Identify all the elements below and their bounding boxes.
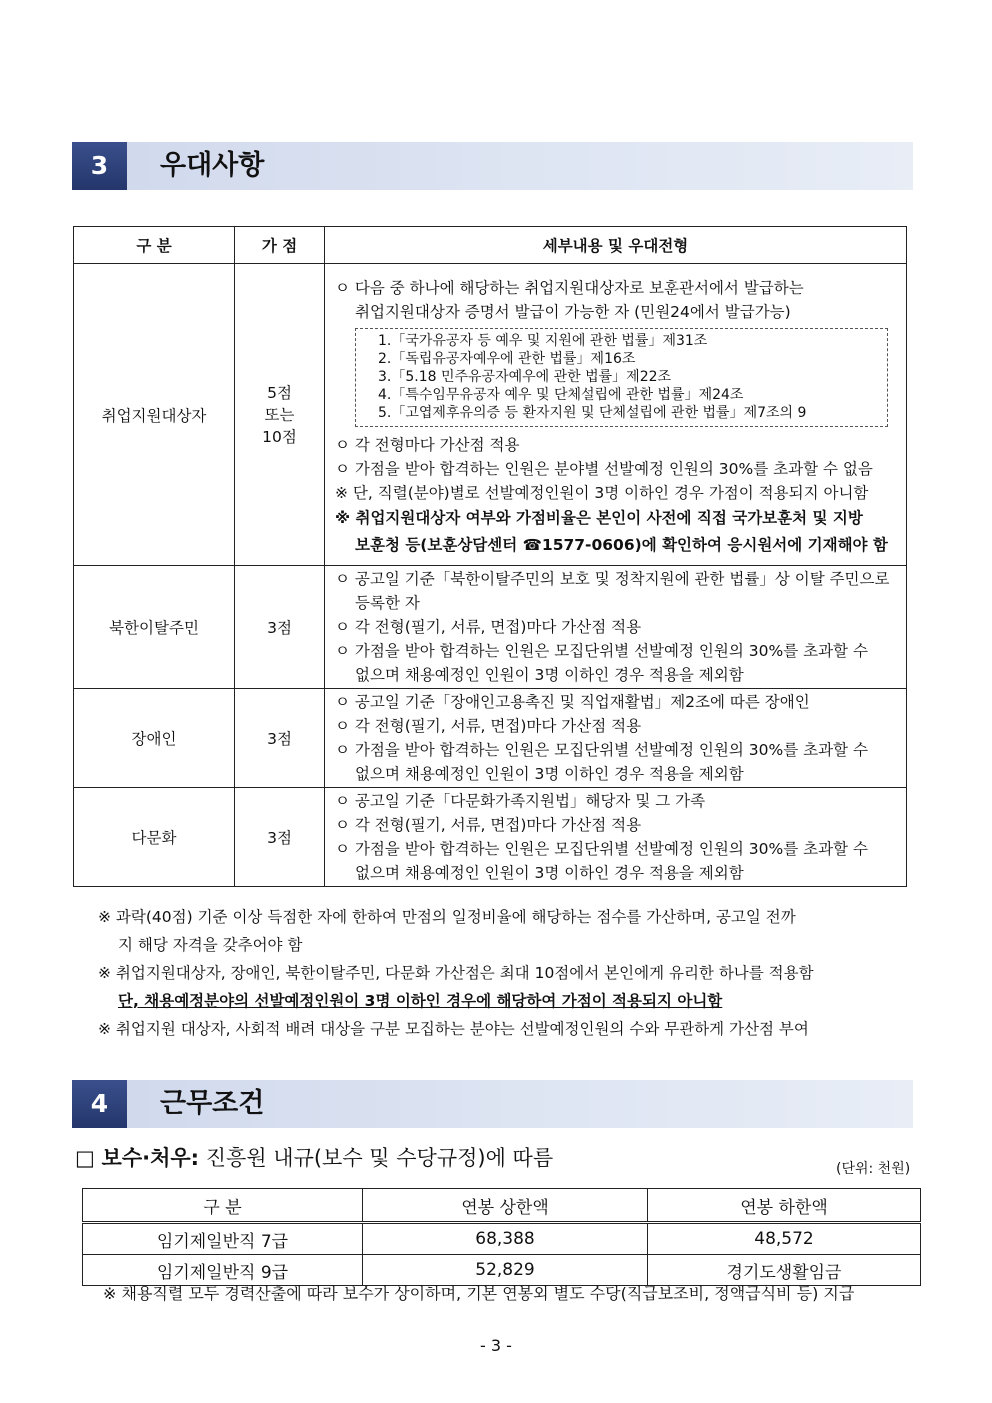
checkbox-square-icon: □ bbox=[75, 1146, 95, 1170]
law-item: 4.「특수임무유공자 예우 및 단체설립에 관한 법률」제24조 bbox=[378, 387, 744, 403]
details-cell bbox=[325, 566, 907, 689]
detail-line: 없으며 채용예정인 인원이 3명 이하인 경우 적용을 제외함 bbox=[355, 765, 744, 783]
details-cell bbox=[325, 689, 907, 788]
category-cell: 장애인 bbox=[74, 689, 235, 788]
detail-line: ㅇ 공고일 기준「장애인고용촉진 및 직업재활법」제2조에 따른 장애인 bbox=[335, 693, 810, 711]
detail-line: ㅇ 각 전형(필기, 서류, 면접)마다 가산점 적용 bbox=[335, 618, 642, 636]
detail-line: ㅇ 가점을 받아 합격하는 인원은 모집단위별 선발예정 인원의 30%를 초과할 수 bbox=[335, 840, 868, 858]
points-cell: 3점 bbox=[235, 566, 325, 689]
bold-note-line: 보훈청 등(보훈상담센터 ☎1577-0606)에 확인하여 응시원서에 기재해야 함 bbox=[355, 536, 888, 554]
points-line: 10점 bbox=[262, 427, 297, 446]
law-item: 5.「고엽제후유의증 등 환자지원 및 단체설립에 관한 법률」제7조의 9 bbox=[378, 405, 807, 421]
bold-note-line: ※ 취업지원대상자 여부와 가점비율은 본인이 사전에 직접 국가보훈처 및 지방 bbox=[335, 509, 863, 527]
detail-line: ㅇ 가점을 받아 합격하는 인원은 모집단위별 선발예정 인원의 30%를 초과할 수 bbox=[335, 642, 868, 660]
lower-cell: 48,572 bbox=[648, 1223, 921, 1255]
page-number: - 3 - bbox=[480, 1336, 512, 1355]
pay-heading bbox=[75, 1142, 553, 1172]
detail-line: ※ 단, 직렬(분야)별로 선발예정인원이 3명 이하인 경우 가점이 적용되지 아니함 bbox=[335, 484, 869, 502]
preference-table bbox=[73, 226, 907, 887]
table-row bbox=[74, 689, 907, 788]
header-category: 구 분 bbox=[83, 1189, 363, 1223]
table-header-row bbox=[83, 1189, 921, 1223]
points-cell bbox=[235, 264, 325, 566]
table-row bbox=[74, 566, 907, 689]
category-cell: 북한이탈주민 bbox=[74, 566, 235, 689]
table-row bbox=[83, 1223, 921, 1255]
note-line: ※ 취업지원대상자, 장애인, 북한이탈주민, 다문화 가산점은 최대 10점에서 본인에게 유리한 하나를 적용함 bbox=[98, 964, 814, 982]
details-cell bbox=[325, 788, 907, 887]
grade-cell: 임기제일반직 7급 bbox=[83, 1223, 363, 1255]
section-number: 4 bbox=[72, 1080, 127, 1128]
table-header-row bbox=[74, 227, 907, 264]
detail-line: ㅇ 공고일 기준「다문화가족지원법」해당자 및 그 가족 bbox=[335, 792, 706, 810]
detail-line: 등록한 자 bbox=[355, 594, 420, 612]
section-title: 근무조건 bbox=[160, 1088, 265, 1119]
category-cell: 다문화 bbox=[74, 788, 235, 887]
law-item: 1.「국가유공자 등 예우 및 지원에 관한 법률」제31조 bbox=[378, 333, 708, 349]
detail-line: ㅇ 각 전형(필기, 서류, 면접)마다 가산점 적용 bbox=[335, 717, 642, 735]
upper-cell: 68,388 bbox=[363, 1223, 648, 1255]
lower-cell: 경기도생활임금 bbox=[648, 1255, 921, 1286]
header-upper: 연봉 상한액 bbox=[363, 1189, 648, 1223]
details-cell bbox=[325, 264, 907, 566]
salary-table bbox=[82, 1188, 921, 1286]
detail-line: ㅇ 가점을 받아 합격하는 인원은 분야별 선발예정 인원의 30%를 초과할 수 없음 bbox=[335, 460, 873, 478]
points-cell: 3점 bbox=[235, 788, 325, 887]
detail-line: ㅇ 공고일 기준「북한이탈주민의 보호 및 정착지원에 관한 법률」상 이탈 주민으로 bbox=[335, 570, 890, 588]
section-number: 3 bbox=[72, 142, 127, 190]
salary-note: ※ 채용직렬 모두 경력산출에 따라 보수가 상이하며, 기본 연봉외 별도 수당(직급보조비, 정액급식비 등) 지급 bbox=[103, 1284, 855, 1303]
header-points: 가 점 bbox=[235, 227, 325, 264]
unit-label: (단위: 천원) bbox=[836, 1161, 911, 1177]
law-item: 3.「5.18 민주유공자예우에 관한 법률」제22조 bbox=[378, 369, 672, 385]
detail-line: ㅇ 각 전형(필기, 서류, 면접)마다 가산점 적용 bbox=[335, 816, 642, 834]
grade-cell: 임기제일반직 9급 bbox=[83, 1255, 363, 1286]
header-category: 구 분 bbox=[74, 227, 235, 264]
note-line: ※ 취업지원 대상자, 사회적 배려 대상을 구분 모집하는 분야는 선발예정인원의 수와 무관하게 가산점 부여 bbox=[98, 1020, 809, 1038]
points-cell: 3점 bbox=[235, 689, 325, 788]
section-3-header bbox=[72, 142, 913, 190]
detail-line: ㅇ 가점을 받아 합격하는 인원은 모집단위별 선발예정 인원의 30%를 초과할 수 bbox=[335, 741, 868, 759]
section-3-notes bbox=[98, 903, 928, 1043]
law-list-box bbox=[355, 328, 888, 427]
detail-line: ㅇ 각 전형마다 가산점 적용 bbox=[335, 436, 520, 454]
points-line: 또는 bbox=[264, 405, 295, 424]
pay-text: 진흥원 내규(보수 및 수당규정)에 따름 bbox=[205, 1146, 554, 1170]
section-title: 우대사항 bbox=[160, 150, 265, 181]
pay-label: 보수·처우: bbox=[101, 1146, 200, 1170]
header-lower: 연봉 하한액 bbox=[648, 1189, 921, 1223]
note-line: ※ 과락(40점) 기준 이상 득점한 자에 한하여 만점의 일정비율에 해당하는 점수를 가산하며, 공고일 전까 bbox=[98, 908, 796, 926]
underlined-note-line: 단, 채용예정분야의 선발예정인원이 3명 이하인 경우에 해당하여 가점이 적용되지 아니함 bbox=[118, 992, 723, 1010]
law-item: 2.「독립유공자예우에 관한 법률」제16조 bbox=[378, 351, 636, 367]
detail-line: 없으며 채용예정인 인원이 3명 이하인 경우 적용을 제외함 bbox=[355, 666, 744, 684]
header-details: 세부내용 및 우대전형 bbox=[325, 227, 907, 264]
detail-line: ㅇ 다음 중 하나에 해당하는 취업지원대상자로 보훈관서에서 발급하는 bbox=[335, 279, 804, 297]
upper-cell: 52,829 bbox=[363, 1255, 648, 1286]
category-cell: 취업지원대상자 bbox=[74, 264, 235, 566]
points-line: 5점 bbox=[267, 383, 292, 402]
detail-line: 취업지원대상자 증명서 발급이 가능한 자 (민원24에서 발급가능) bbox=[355, 303, 791, 321]
table-row bbox=[74, 264, 907, 566]
detail-line: 없으며 채용예정인 인원이 3명 이하인 경우 적용을 제외함 bbox=[355, 864, 744, 882]
table-row bbox=[74, 788, 907, 887]
section-4-header bbox=[72, 1080, 913, 1128]
note-line: 지 해당 자격을 갖추어야 함 bbox=[118, 936, 303, 954]
